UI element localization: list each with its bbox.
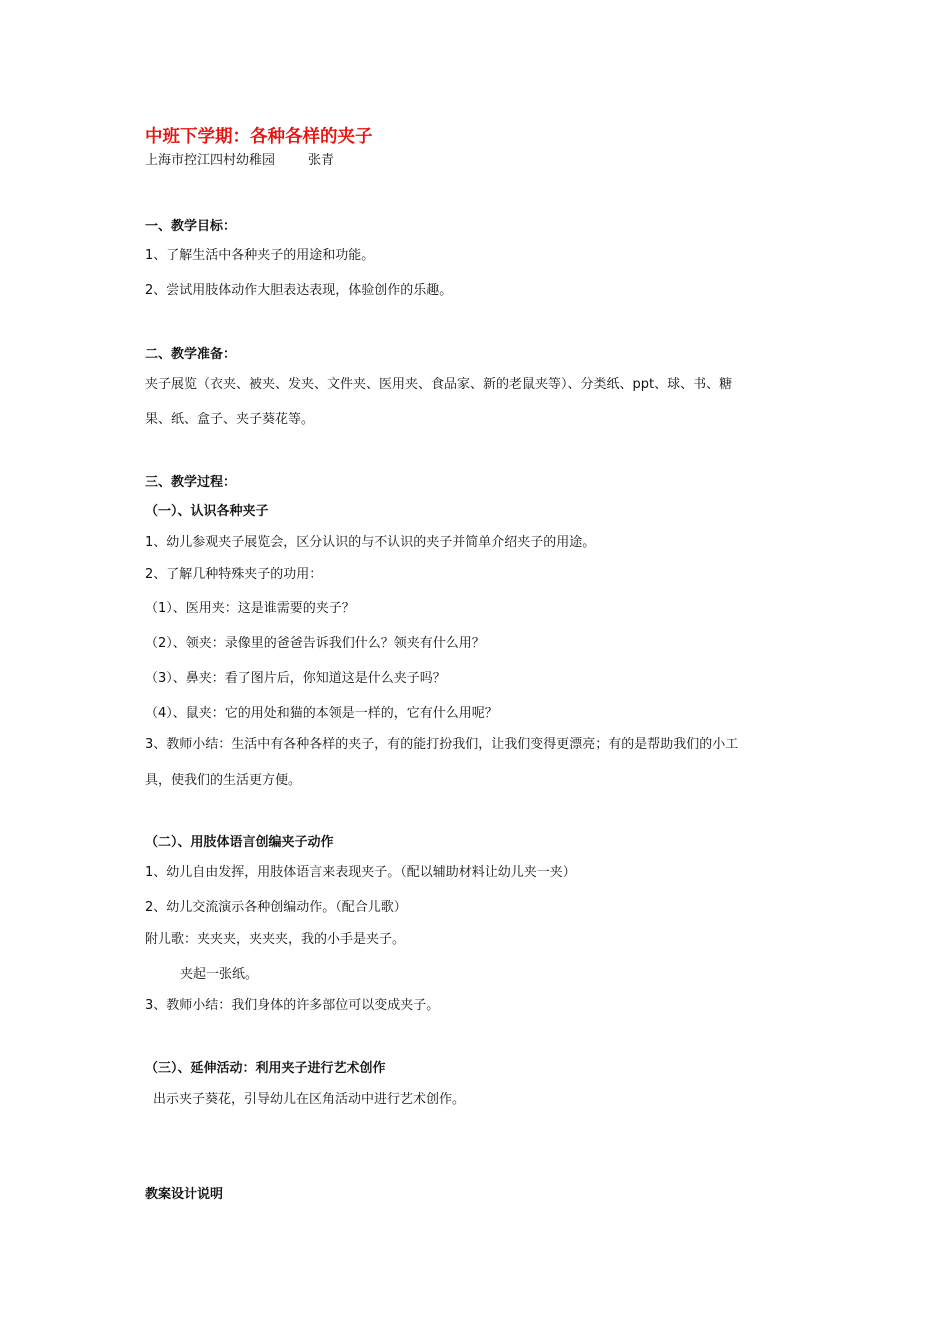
- goals-heading: 一、教学目标：: [145, 219, 237, 234]
- part1-heading: （一）、认识各种夹子: [145, 504, 269, 519]
- part2-line: 3、教师小结：我们身体的许多部位可以变成夹子。: [145, 998, 440, 1013]
- page-title: 中班下学期：各种各样的夹子: [145, 127, 373, 147]
- part1-line: （2）、领夹：录像里的爸爸告诉我们什么？领夹有什么用？: [145, 636, 485, 651]
- part2-line: 1、幼儿自由发挥，用肢体语言来表现夹子。（配以辅助材料让幼儿夹一夹）: [145, 865, 576, 880]
- part2-line: 附儿歌：夹夹夹，夹夹夹，我的小手是夹子。: [145, 932, 406, 947]
- prep-text-line: 夹子展览（衣夹、被夹、发夹、文件夹、医用夹、食品家、新的老鼠夹等）、分类纸、ppt、球、书、糖: [145, 377, 733, 392]
- design-note-heading: 教案设计说明: [145, 1187, 224, 1202]
- part2-line: 2、幼儿交流演示各种创编动作。（配合儿歌）: [145, 900, 407, 915]
- part3-line: 出示夹子葵花，引导幼儿在区角活动中进行艺术创作。: [153, 1092, 466, 1107]
- author-line: 上海市控江四村幼稚园 张青: [145, 153, 335, 168]
- part1-line: 1、幼儿参观夹子展览会，区分认识的与不认识的夹子并简单介绍夹子的用途。: [145, 535, 596, 550]
- process-heading: 三、教学过程：: [145, 475, 237, 490]
- part2-line: 夹起一张纸。: [180, 967, 259, 982]
- part1-line: （3）、鼻夹：看了图片后，你知道这是什么夹子吗？: [145, 671, 446, 686]
- part3-heading: （三）、延伸活动：利用夹子进行艺术创作: [145, 1061, 386, 1076]
- goal-item: 2、尝试用肢体动作大胆表达表现，体验创作的乐趣。: [145, 283, 453, 298]
- goal-item: 1、了解生活中各种夹子的用途和功能。: [145, 248, 375, 263]
- part1-line: 具，使我们的生活更方便。: [145, 773, 302, 788]
- part1-line: （1）、医用夹：这是谁需要的夹子？: [145, 601, 355, 616]
- part1-line: （4）、鼠夹：它的用处和猫的本领是一样的，它有什么用呢？: [145, 706, 498, 721]
- prep-text-line: 果、纸、盒子、夹子葵花等。: [145, 412, 315, 427]
- part2-heading: （二）、用肢体语言创编夹子动作: [145, 835, 334, 850]
- part1-line: 3、教师小结：生活中有各种各样的夹子，有的能打扮我们，让我们变得更漂亮；有的是帮助我们的小工: [145, 737, 739, 752]
- part1-line: 2、了解几种特殊夹子的功用：: [145, 567, 323, 582]
- prep-heading: 二、教学准备：: [145, 347, 237, 362]
